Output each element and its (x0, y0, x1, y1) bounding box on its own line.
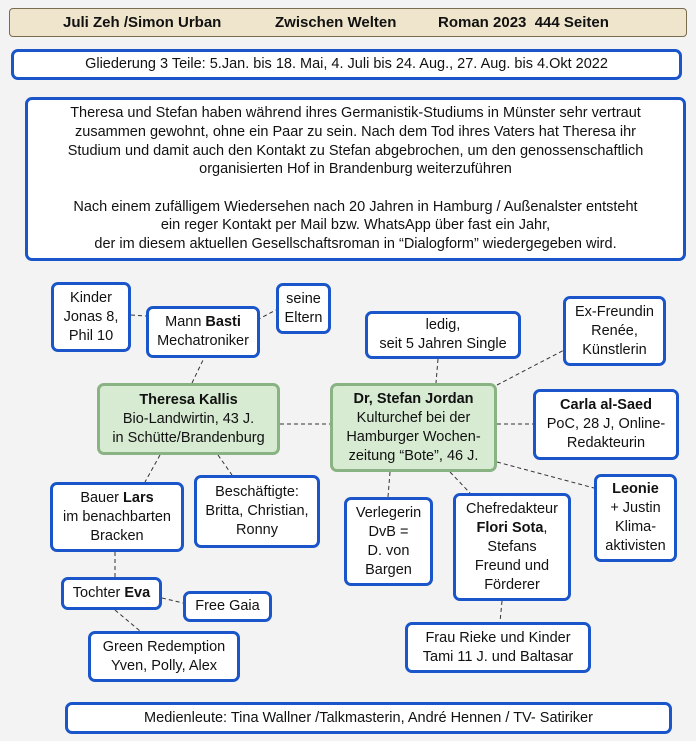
node-line: im benachbarten (62, 508, 171, 525)
node-line: Mechatroniker (157, 333, 249, 349)
header-info: Roman 2023 444 Seiten (438, 14, 609, 31)
node-beschaeftigte (194, 475, 320, 548)
node-line: zeitung “Bote”, 46 J. (348, 447, 479, 464)
node-line: Beschäftigte: (215, 484, 299, 500)
node-line: D. von (367, 542, 410, 559)
node-line: Bargen (365, 561, 412, 578)
node-line: in Schütte/Brandenburg (112, 429, 265, 446)
node-line: Eltern (284, 309, 323, 326)
summary-line: der im diesem aktuellen Gesellschaftsroman in “Dialogform” wiedergegeben wird. (94, 235, 617, 252)
node-line: Mann Basti (165, 314, 241, 330)
node-line: Kinder (70, 289, 112, 306)
node-line: Freund und (474, 557, 550, 574)
node-eva (61, 577, 162, 610)
header-authors: Juli Zeh /Simon Urban (63, 14, 222, 31)
node-gaia (183, 591, 272, 622)
node-basti (146, 306, 260, 358)
node-line: Ex-Freundin (575, 303, 654, 320)
node-name: Dr, Stefan Jordan (353, 390, 474, 407)
node-single (365, 311, 521, 359)
node-line: seine (286, 290, 321, 307)
node-line: seit 5 Jahren Single (379, 336, 507, 352)
node-line: + Justin (610, 500, 661, 516)
node-line: Hamburger Wochen- (346, 428, 481, 445)
node-line: Bracken (90, 527, 144, 544)
node-flori (453, 493, 571, 601)
node-line: Chefredakteur (466, 500, 558, 517)
node-line: Kulturchef bei der (356, 409, 471, 426)
node-line: Free Gaia (195, 598, 260, 614)
node-verlegerin (344, 497, 433, 586)
node-eltern (276, 283, 331, 334)
summary-line: Nach einem zufälligem Wiedersehen nach 20 Jahren in Hamburg / Außenalster entsteht (73, 198, 638, 215)
node-line: Klima- (614, 519, 657, 535)
node-line: Förderer (484, 576, 540, 593)
node-line: DvB = (368, 523, 409, 540)
node-line: Redakteurin (566, 435, 646, 451)
node-line: Britta, Christian, (205, 503, 309, 519)
summary-line: ein reger Kontakt per Mail bzw. WhatsApp über fast ein Jahr, (160, 217, 551, 234)
node-line: Verlegerin (355, 504, 422, 521)
node-line: ledig, (425, 317, 461, 333)
node-name: Carla al-Saed (560, 397, 652, 413)
summary-line: Theresa und Stefan haben während ihres Germanistik-Studiums in Münster sehr vertraut (70, 105, 641, 122)
node-line: aktivisten (605, 538, 666, 554)
node-theresa (97, 383, 280, 455)
node-line: Bio-Landwirtin, 43 J. (122, 410, 255, 427)
structure-text: Gliederung 3 Teile: 5.Jan. bis 18. Mai, 4. Juli bis 24. Aug., 27. Aug. bis 4.Okt 2022 (85, 56, 608, 72)
summary-line: zusammen gewohnt, ohne ein Paar zu sein. Nach dem Tod ihres Vaters hat Theresa ihr (75, 124, 636, 141)
structure-box (11, 49, 682, 80)
node-line: Yven, Polly, Alex (110, 657, 218, 674)
node-line: Jonas 8, (63, 308, 119, 325)
node-line: Renée, (591, 322, 638, 339)
node-kinder (51, 282, 131, 352)
node-rieke (405, 622, 591, 673)
footer-box (65, 702, 672, 734)
node-line: PoC, 28 J, Online- (546, 416, 666, 432)
node-line: Tami 11 J. und Baltasar (422, 648, 574, 665)
node-line: Tochter Eva (72, 585, 151, 601)
node-name: Flori Sota, (476, 519, 548, 536)
header-bar (9, 8, 687, 37)
node-line: Frau Rieke und Kinder (425, 629, 571, 646)
node-leonie (594, 474, 677, 562)
summary-box (25, 97, 686, 261)
summary-line: organisierten Hof in Brandenburg weiterzuführen (199, 161, 512, 178)
node-lars (50, 482, 184, 552)
node-name: Theresa Kallis (139, 391, 238, 408)
node-renee (563, 296, 666, 366)
node-line: Stefans (487, 538, 537, 555)
node-line: Phil 10 (68, 327, 114, 344)
node-line: Künstlerin (582, 341, 647, 358)
summary-line: Studium und damit auch den Kontakt zu Stefan abgebrochen, um den genossenschaftlich (67, 142, 644, 159)
header-book-title: Zwischen Welten (275, 14, 397, 31)
node-line: Bauer Lars (80, 489, 154, 506)
node-carla (533, 389, 679, 460)
node-line: Ronny (236, 522, 278, 538)
footer-text: Medienleute: Tina Wallner /Talkmasterin, André Hennen / TV- Satiriker (144, 709, 593, 726)
node-stefan (330, 383, 497, 472)
node-line: Green Redemption (102, 638, 226, 655)
node-name: Leonie (612, 481, 659, 497)
node-green-redemption (88, 631, 240, 682)
